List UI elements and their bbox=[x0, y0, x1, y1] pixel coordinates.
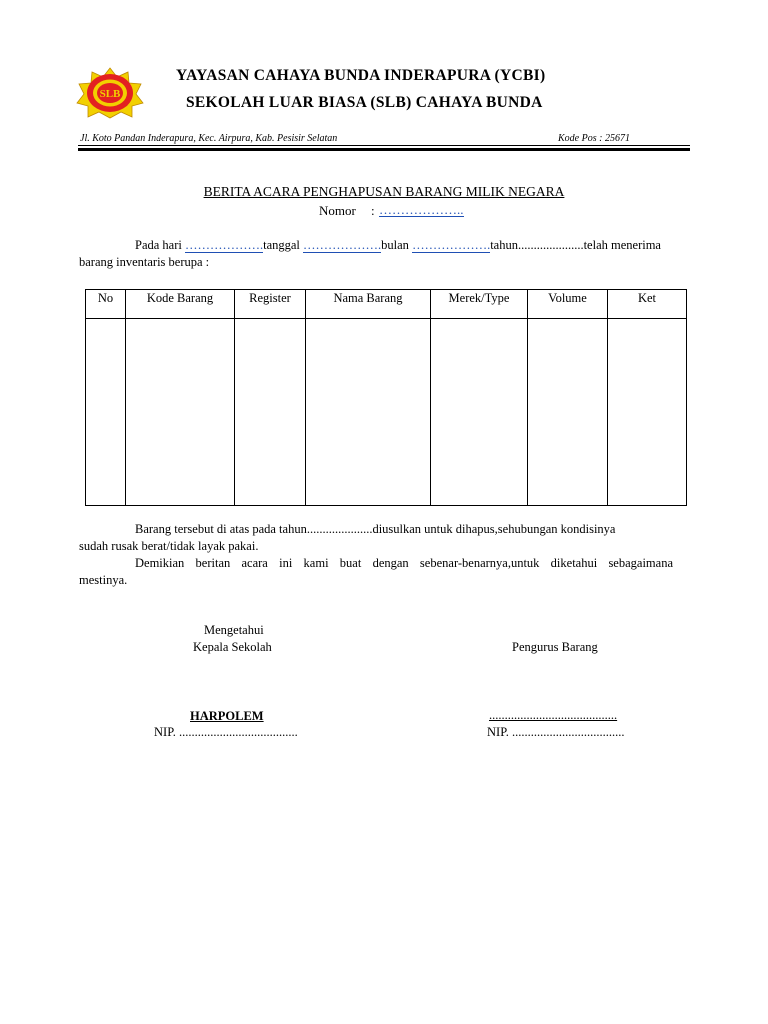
document-title: BERITA ACARA PENGHAPUSAN BARANG MILIK NEGARA bbox=[203, 184, 565, 199]
school-address: Jl. Koto Pandan Inderapura, Kec. Airpura, Kab. Pesisir Selatan bbox=[80, 133, 338, 144]
paragraph-closing-line1: Demikian beritan acara ini kami buat dengan sebenar-benarnya,untuk diketahui sebagaimana bbox=[135, 556, 673, 570]
column-header-kode-barang: Kode Barang bbox=[126, 290, 235, 319]
pengurus-nip[interactable]: NIP. .................................... bbox=[487, 725, 625, 739]
table-cell[interactable] bbox=[431, 319, 528, 506]
pada-hari-text: Pada hari bbox=[135, 238, 185, 252]
principal-nip[interactable]: NIP. ...................................... bbox=[154, 725, 298, 739]
paragraph-intro-line2: barang inventaris berupa : bbox=[79, 255, 210, 269]
postcode: Kode Pos : 25671 bbox=[558, 133, 630, 144]
table-cell[interactable] bbox=[306, 319, 431, 506]
table-cell[interactable] bbox=[608, 319, 687, 506]
principal-name: HARPOLEM bbox=[190, 709, 264, 723]
table-row bbox=[86, 319, 687, 506]
nomor-colon: : bbox=[371, 203, 375, 218]
school-logo bbox=[74, 67, 146, 119]
table-cell[interactable] bbox=[235, 319, 306, 506]
paragraph-body-line2: sudah rusak berat/tidak layak pakai. bbox=[79, 539, 259, 553]
table-cell[interactable] bbox=[86, 319, 126, 506]
pengurus-name-field[interactable]: ......................................... bbox=[489, 708, 618, 722]
column-header-ket: Ket bbox=[608, 290, 687, 319]
column-header-merek-type: Merek/Type bbox=[431, 290, 528, 319]
tahun-text: tahun.....................telah menerima bbox=[490, 238, 661, 252]
paragraph-body-line1: Barang tersebut di atas pada tahun.....................diusulkan untuk dihapus,sehubungan kondisinya bbox=[135, 522, 616, 536]
column-header-nama-barang: Nama Barang bbox=[306, 290, 431, 319]
column-header-no: No bbox=[86, 290, 126, 319]
table-cell[interactable] bbox=[528, 319, 608, 506]
mengetahui-label: Mengetahui bbox=[204, 623, 264, 637]
bulan-field[interactable]: ………………. bbox=[412, 238, 491, 252]
nomor-field[interactable]: ……………….. bbox=[379, 202, 464, 217]
paragraph-intro-line1 bbox=[135, 238, 661, 253]
tanggal-field[interactable]: ………………. bbox=[303, 238, 382, 252]
logo-seal bbox=[77, 68, 143, 118]
nomor-label: Nomor bbox=[319, 203, 356, 218]
letterhead-rule-thick bbox=[78, 148, 690, 151]
hari-field[interactable]: ………………. bbox=[184, 238, 264, 252]
letterhead-rule-thin bbox=[78, 145, 690, 146]
table-header-row bbox=[86, 290, 687, 319]
kepala-sekolah-label: Kepala Sekolah bbox=[193, 640, 272, 654]
bulan-text: bulan bbox=[381, 238, 413, 252]
column-header-volume: Volume bbox=[528, 290, 608, 319]
column-header-register: Register bbox=[235, 290, 306, 319]
tanggal-text: tanggal bbox=[263, 238, 304, 252]
school-title: SEKOLAH LUAR BIASA (SLB) CAHAYA BUNDA bbox=[186, 94, 543, 111]
inventory-table bbox=[85, 289, 687, 506]
paragraph-closing-line2: mestinya. bbox=[79, 573, 128, 587]
pengurus-barang-label: Pengurus Barang bbox=[512, 640, 598, 654]
foundation-title: YAYASAN CAHAYA BUNDA INDERAPURA (YCBI) bbox=[176, 67, 546, 84]
table-cell[interactable] bbox=[126, 319, 235, 506]
logo-text: SLB bbox=[99, 88, 121, 100]
